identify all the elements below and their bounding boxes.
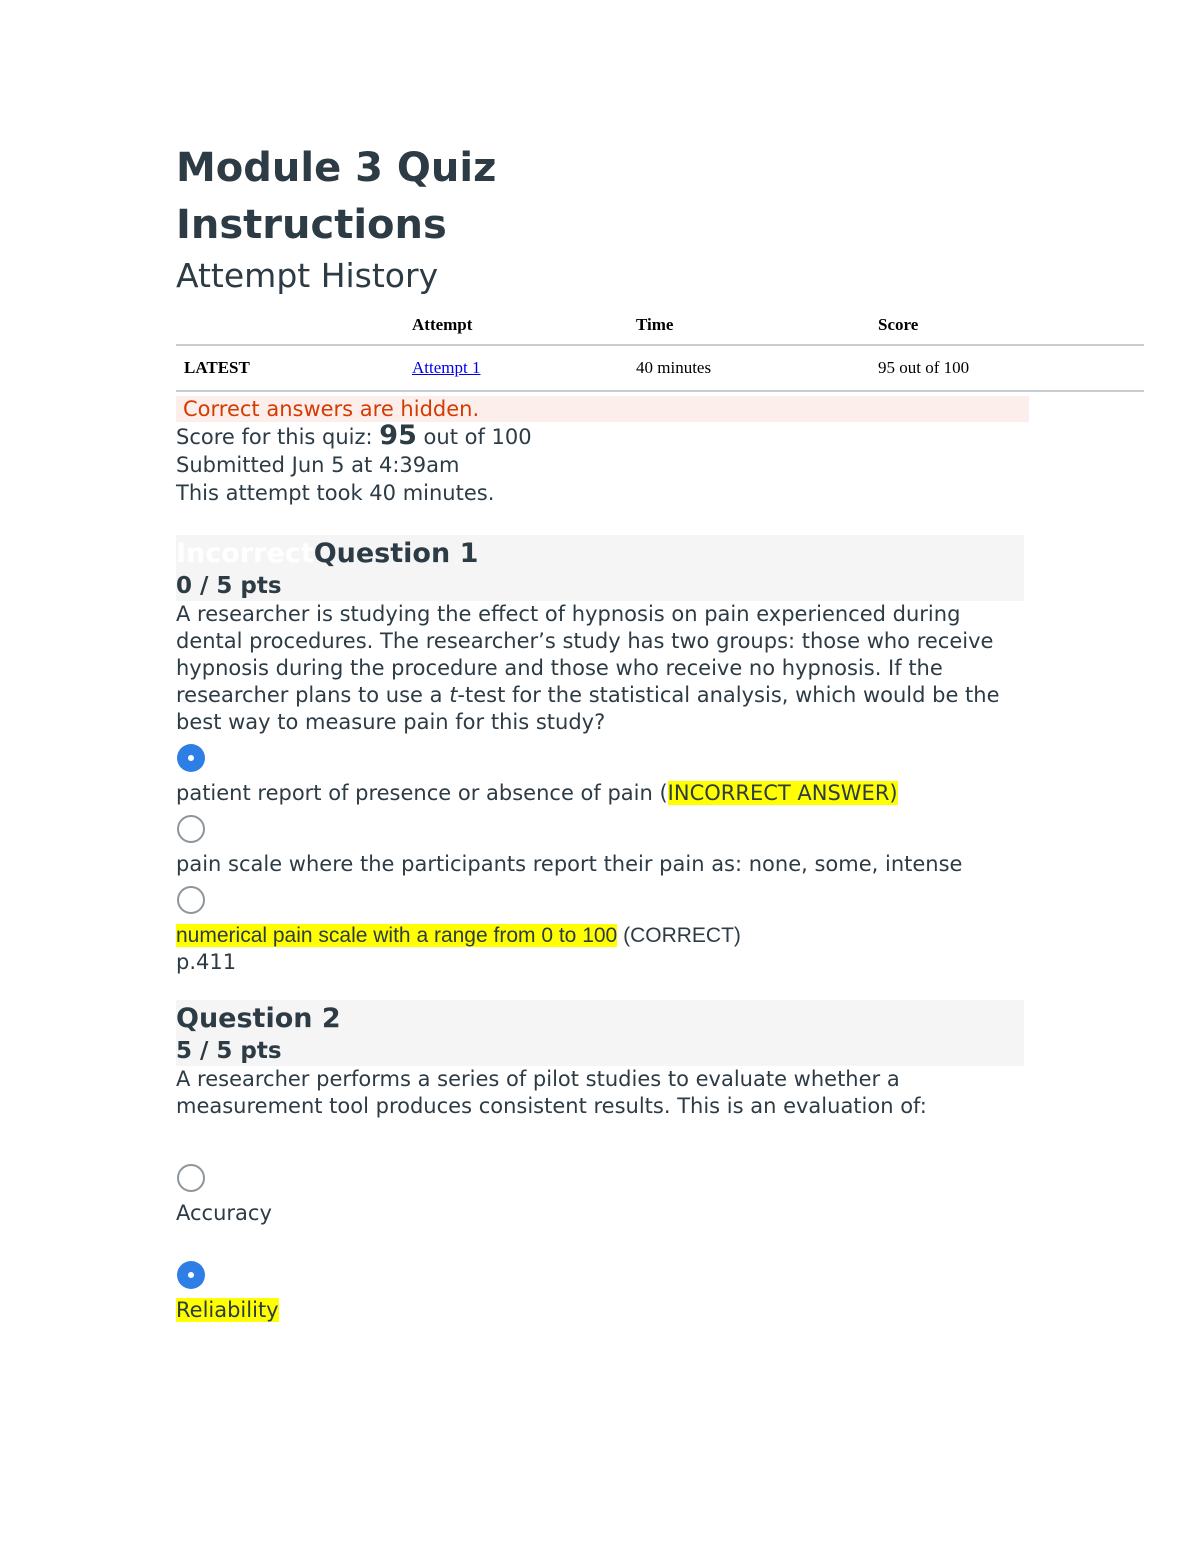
question-1-text-t: t — [449, 683, 458, 707]
answers-hidden-notice: Correct answers are hidden. — [176, 396, 1029, 422]
page-reference: p.411 — [176, 950, 237, 974]
question-1-text-part1: A researcher is studying the effect of hypnosis on pain experienced during dental procedures. The researcher’s study has two groups: those who receive hypnosis during the procedure and those who receive no hypnosis. If the researcher plans to use a — [176, 602, 994, 707]
question-1-header — [176, 535, 1024, 601]
attempt-history-table — [176, 306, 1144, 392]
q2-answer-1-radio[interactable] — [177, 1164, 205, 1192]
question-2-header — [176, 1000, 1024, 1066]
q2-answer-2-radio[interactable] — [177, 1261, 205, 1289]
q1-answer-2-radio[interactable] — [177, 815, 205, 843]
question-1-title — [176, 535, 1024, 571]
attempt-score: 95 out of 100 — [878, 358, 970, 377]
page-title-line1: Module 3 Quiz — [176, 145, 497, 191]
page-title-line2: Instructions — [176, 202, 447, 248]
attempt-time: 40 minutes — [636, 358, 712, 377]
table-row — [176, 345, 1144, 391]
q1-answer-1-label: patient report of presence or absence of pain ( — [176, 781, 668, 805]
q2-answer-1-text: Accuracy — [176, 1201, 272, 1225]
header-blank — [176, 306, 412, 345]
question-2-title: Question 2 — [176, 1003, 341, 1034]
latest-label: LATEST — [184, 358, 250, 377]
attempt-history-heading: Attempt History — [176, 256, 439, 295]
score-value: 95 — [379, 420, 417, 451]
header-time: Time — [636, 315, 674, 334]
incorrect-answer-tag: INCORRECT ANSWER) — [667, 781, 898, 805]
q1-answer-2-text: pain scale where the participants report their pain as: none, some, intense — [176, 852, 963, 876]
q1-answer-3-text — [176, 922, 1024, 949]
question-2-text: A researcher performs a series of pilot studies to evaluate whether a measurement tool produces consistent results. This is an evaluation of: — [176, 1067, 927, 1118]
table-header-row — [176, 306, 1144, 345]
page-title — [176, 140, 1144, 254]
question-1-text-part2: -test for the statistical analysis, which would be the best way to measure pain for this study? — [176, 683, 1000, 734]
duration-text: This attempt took 40 minutes. — [176, 481, 495, 505]
incorrect-flag: Incorrect — [176, 538, 314, 569]
attempt-1-link[interactable]: Attempt 1 — [412, 358, 481, 377]
score-suffix: out of 100 — [416, 425, 532, 449]
q1-answer-1-radio[interactable] — [177, 744, 205, 772]
question-1-points: 0 / 5 pts — [176, 573, 282, 599]
reliability-highlight: Reliability — [176, 1298, 279, 1322]
quiz-page — [176, 140, 1144, 1324]
correct-tag: (CORRECT) — [617, 924, 741, 947]
correct-answer-highlight: numerical pain scale with a range from 0 to 100 — [176, 924, 618, 947]
header-score: Score — [878, 315, 919, 334]
question-1-label: Question 1 — [313, 538, 479, 569]
question-1-text — [176, 601, 1024, 736]
q2-answer-2-text — [176, 1297, 1024, 1324]
header-attempt: Attempt — [412, 315, 473, 334]
score-prefix: Score for this quiz: — [176, 425, 380, 449]
question-2-points: 5 / 5 pts — [176, 1038, 282, 1064]
q1-answer-3-radio[interactable] — [177, 886, 205, 914]
submitted-text: Submitted Jun 5 at 4:39am — [176, 453, 460, 477]
quiz-score-line — [176, 422, 1144, 451]
q1-answer-1-text — [176, 780, 1024, 807]
